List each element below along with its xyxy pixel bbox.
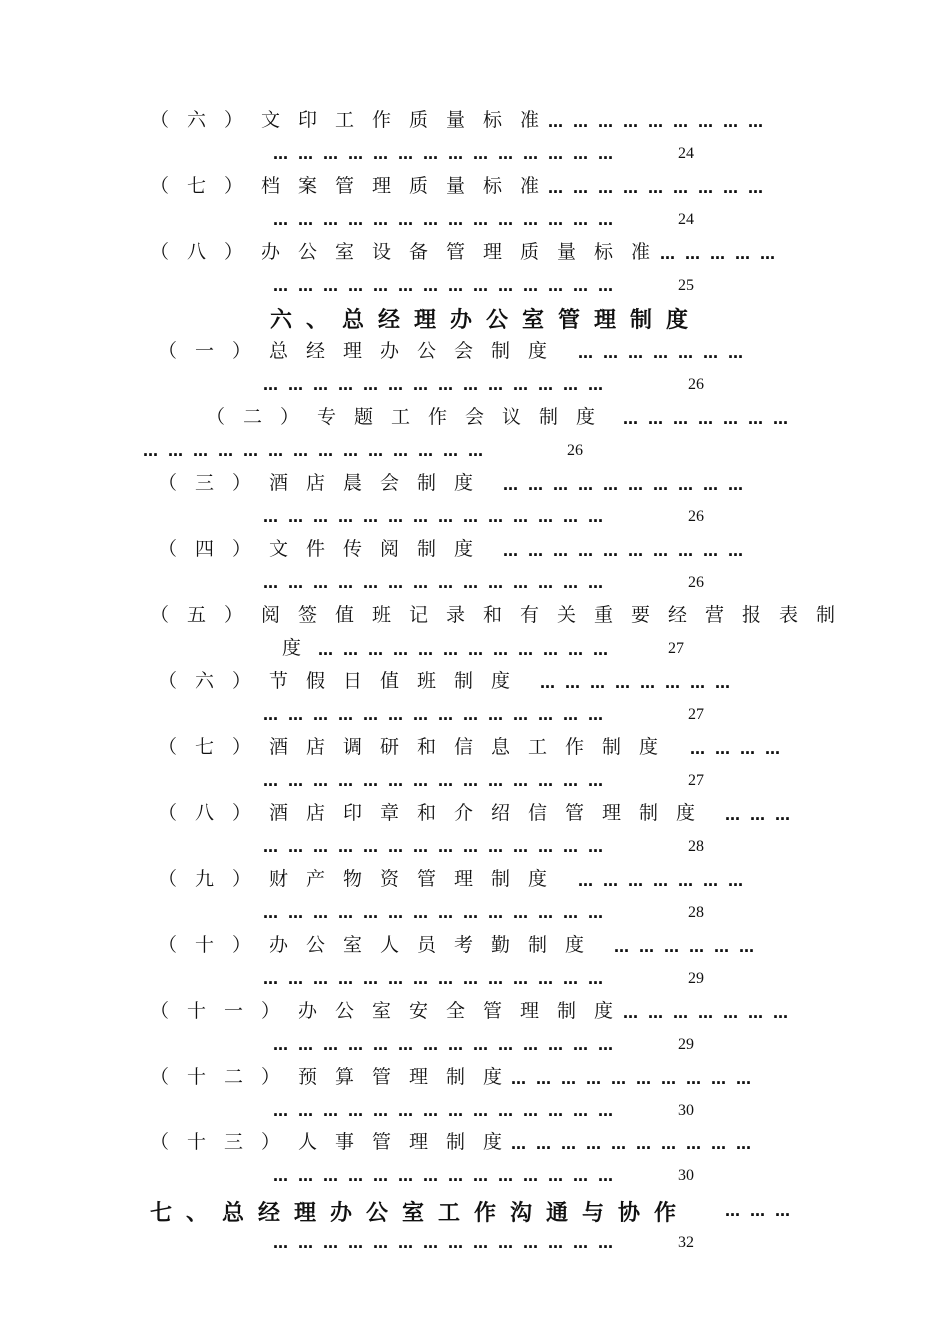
toc-entry-label: （四）文件传阅制度: [158, 538, 492, 560]
toc-leader: ……………………………………: [263, 970, 613, 988]
toc-leader: …………………………: [503, 542, 753, 560]
toc-leader: ………………: [614, 938, 764, 956]
toc-page-number: 24: [678, 145, 694, 162]
toc-entry-label: （八）酒店印章和介绍信管理制度: [158, 802, 714, 824]
toc-entry-label: （二）专题工作会议制度: [206, 406, 614, 428]
toc-page-number: 26: [688, 508, 704, 525]
toc-page-number: 28: [688, 838, 704, 855]
toc-entry-label: （九）财产物资管理制度: [158, 868, 566, 890]
toc-entry-label: （十三）人事管理制度: [150, 1131, 521, 1153]
toc-entry-label: （十一）办公室安全管理制度: [150, 1000, 632, 1022]
toc-entry-label: （六）文印工作质量标准: [150, 109, 558, 131]
toc-leader: ……………………………………: [263, 376, 613, 394]
toc-page-number: 27: [688, 706, 704, 723]
toc-leader: ……………………………………: [263, 706, 613, 724]
toc-leader: …………………………: [503, 476, 753, 494]
toc-leader: ………: [725, 1202, 800, 1220]
toc-entry-label: （六）节假日值班制度: [158, 670, 529, 692]
toc-entry-label: （八）办公室设备管理质量标准: [150, 241, 669, 263]
toc-leader: …………………………: [511, 1135, 761, 1153]
toc-leader: …………………: [578, 872, 753, 890]
toc-leader: ………………………: [548, 179, 773, 197]
toc-page-number: 30: [678, 1167, 694, 1184]
toc-entry-label: （七）酒店调研和信息工作制度: [158, 736, 677, 758]
toc-page-number: 30: [678, 1102, 694, 1119]
section-heading: 七、总经理办公室工作沟通与协作: [150, 1200, 691, 1226]
toc-leader: …………………: [578, 344, 753, 362]
toc-leader: ………………………: [548, 113, 773, 131]
toc-leader: ……………………………………: [273, 1102, 623, 1120]
toc-leader: ……………………………………: [273, 1167, 623, 1185]
toc-page-number: 32: [678, 1234, 694, 1251]
toc-leader: ……………: [660, 245, 785, 263]
toc-page-number: 26: [688, 574, 704, 591]
toc-entry-label: （十）办公室人员考勤制度: [158, 934, 603, 956]
toc-page-number: 26: [567, 442, 583, 459]
toc-entry-label: （一）总经理办公会制度: [158, 340, 566, 362]
toc-leader: ………: [725, 806, 800, 824]
toc-page-number: 27: [668, 640, 684, 657]
toc-page-number: 26: [688, 376, 704, 393]
toc-leader: ……………………………………: [273, 1234, 623, 1252]
toc-page-number: 29: [688, 970, 704, 987]
toc-leader: ……………………………………: [263, 904, 613, 922]
toc-leader: ……………………………………: [263, 772, 613, 790]
toc-entry-label: （七）档案管理质量标准: [150, 175, 558, 197]
toc-leader: ……………………………………: [143, 442, 493, 460]
toc-leader: ……………………………………: [273, 1036, 623, 1054]
toc-leader: ……………………………………: [263, 508, 613, 526]
section-heading: 六、总经理办公室管理制度: [270, 307, 703, 333]
toc-leader: ……………………………………: [263, 838, 613, 856]
toc-entry-label: （五）阅签值班记录和有关重要经营报表制: [150, 604, 854, 626]
toc-leader: ……………………………………: [273, 277, 623, 295]
toc-leader: …………………: [623, 410, 798, 428]
toc-page-number: 25: [678, 277, 694, 294]
toc-leader: ……………………………………: [273, 211, 623, 229]
toc-page-number: 27: [688, 772, 704, 789]
toc-leader: ……………………………………: [273, 145, 623, 163]
toc-page-number: 28: [688, 904, 704, 921]
toc-entry-label: （三）酒店晨会制度: [158, 472, 492, 494]
toc-leader: ……………………………………: [263, 574, 613, 592]
toc-leader: …………: [690, 740, 790, 758]
toc-page-number: 24: [678, 211, 694, 228]
toc-leader: …………………………: [511, 1070, 761, 1088]
toc-leader: …………………: [623, 1004, 798, 1022]
toc-leader: ……………………: [540, 674, 740, 692]
toc-leader: ………………………………: [318, 641, 618, 659]
toc-page-number: 29: [678, 1036, 694, 1053]
toc-entry-label: （十二）预算管理制度: [150, 1066, 521, 1088]
toc-entry-label-continued: 度: [282, 637, 302, 659]
